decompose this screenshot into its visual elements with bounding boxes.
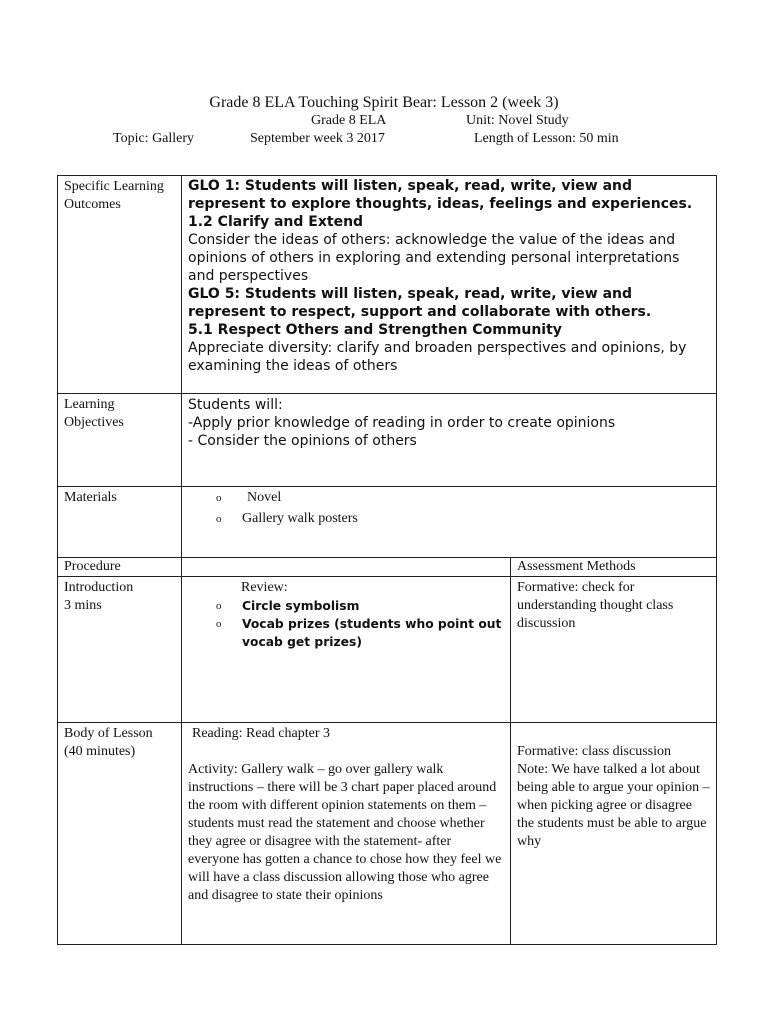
introduction-label: [58, 577, 182, 723]
outcomes-label: Specific Learning Outcomes: [58, 176, 182, 394]
body-title: Body of Lesson: [64, 726, 153, 741]
introduction-title: Introduction: [64, 580, 134, 595]
assessment-note: Note: We have talked a lot about being able to argue your opinion – when picking agree or disagree the students must be able to argue why: [517, 762, 710, 849]
glo5-text: GLO 5: Students will listen, speak, read, write, view and represent to respect, support and collaborate with others.: [188, 286, 652, 320]
sub5-heading: 5.1 Respect Others and Strengthen Community: [188, 322, 562, 338]
objectives-label: Learning Objectives: [58, 394, 182, 487]
length-label: Length of Lesson: 50 min: [474, 131, 619, 146]
materials-item: [216, 489, 710, 507]
introduction-row: [58, 577, 717, 723]
objective-item: -Apply prior knowledge of reading in order to create opinions: [188, 415, 616, 431]
bullet-icon: o: [216, 618, 222, 630]
body-time: (40 minutes): [64, 744, 136, 759]
sub5-text: Appreciate diversity: clarify and broaden perspectives and opinions, by examining the ideas of others: [188, 340, 687, 374]
procedure-label: Procedure: [58, 558, 182, 577]
grade-label: Grade 8 ELA: [311, 113, 387, 128]
materials-content: [182, 487, 717, 558]
materials-row: [58, 487, 717, 558]
body-assessment: [511, 723, 717, 945]
bullet-icon: o: [216, 492, 222, 504]
introduction-assessment: Formative: check for understanding thought class discussion: [511, 577, 717, 723]
assessment-discussion: Formative: class discussion: [517, 744, 671, 759]
materials-item-text: Gallery walk posters: [242, 511, 358, 526]
body-row: [58, 723, 717, 945]
reading-text: Reading: Read chapter 3: [192, 726, 331, 741]
date-label: September week 3 2017: [250, 131, 385, 146]
objectives-row: [58, 394, 717, 487]
introduction-content: [182, 577, 511, 723]
review-label: Review:: [241, 580, 288, 595]
materials-item: [216, 510, 710, 528]
topic-label: Topic: Gallery: [113, 131, 195, 146]
bullet-icon: o: [216, 600, 222, 612]
sub1-text: Consider the ideas of others: acknowledge the value of the ideas and opinions of others in exploring and extending personal interpretations and perspectives: [188, 232, 680, 284]
materials-item-text: Novel: [247, 490, 282, 505]
activity-text: Activity: Gallery walk – go over gallery walk instructions – there will be 3 chart paper placed around the room with different opinion statements on them – students must read the statement and choose whether they agree or disagree with the statement- after everyone has gotten a chance to chose how they feel we will have a class discussion allowing those who agree and disagree to state their opinions: [188, 762, 502, 903]
procedure-header-row: [58, 558, 717, 577]
review-item-text: Vocab prizes (students who point out vocab get prizes): [242, 617, 502, 649]
review-item: [216, 597, 504, 615]
review-item-text: Circle symbolism: [242, 599, 360, 613]
objectives-content: [182, 394, 717, 487]
unit-label: Unit: Novel Study: [466, 113, 569, 128]
bullet-icon: o: [216, 513, 222, 525]
body-label: [58, 723, 182, 945]
page-title: Grade 8 ELA Touching Spirit Bear: Lesson 2 (week 3): [209, 94, 559, 111]
review-item: [216, 615, 504, 651]
objectives-intro: Students will:: [188, 397, 283, 413]
outcomes-content: [182, 176, 717, 394]
materials-label: Materials: [58, 487, 182, 558]
outcomes-row: [58, 176, 717, 394]
objective-item: - Consider the opinions of others: [188, 433, 417, 449]
introduction-time: 3 mins: [64, 598, 102, 613]
glo1-text: GLO 1: Students will listen, speak, read, write, view and represent to explore thoughts, ideas, feelings and experiences.: [188, 178, 693, 212]
body-content: [182, 723, 511, 945]
lesson-plan-table: [57, 175, 717, 945]
sub1-heading: 1.2 Clarify and Extend: [188, 214, 364, 230]
assessment-methods-label: Assessment Methods: [511, 558, 717, 577]
